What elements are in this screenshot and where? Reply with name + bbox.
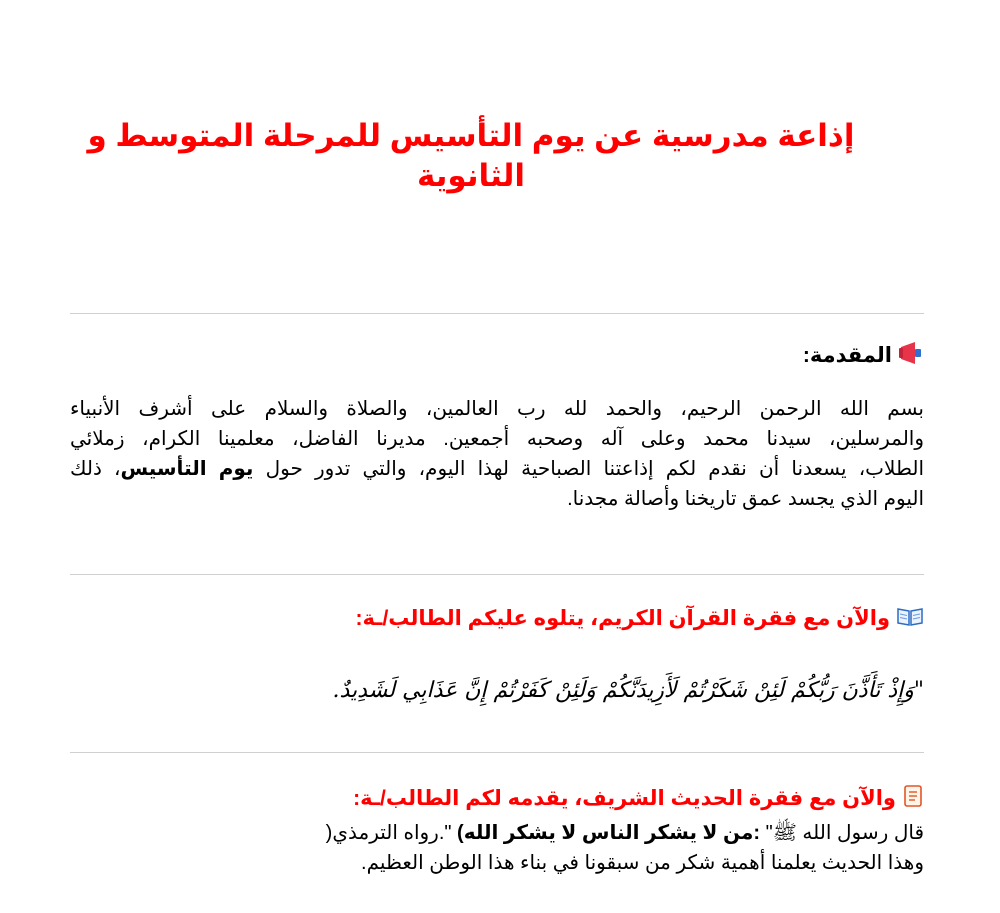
page-title: إذاعة مدرسية عن يوم التأسيس للمرحلة المتوسط و الثانوية <box>87 118 855 194</box>
hadith-heading-label: والآن مع فقرة الحديث الشريف، يقدمه لكم الطالب/ـة: <box>353 787 896 811</box>
intro-line-1: بسم الله الرحمن الرحيم، والحمد لله رب العالمين، والصلاة والسلام على أشرف الأنبياء <box>70 398 924 420</box>
quran-verse: "وَإِذْ تَأَذَّنَ رَبُّكُمْ لَئِنْ شَكَرْتُمْ لَأَزِيدَنَّكُمْ وَلَئِنْ كَفَرْتُمْ إِنَّ عَذَابِي لَشَدِيدٌ. <box>332 678 924 703</box>
intro-heading <box>70 342 924 371</box>
megaphone-icon <box>898 342 924 371</box>
hadith-source: ".رواه الترمذي( <box>325 822 458 844</box>
hadith-heading <box>70 784 924 815</box>
intro-heading-label: المقدمة: <box>802 344 892 368</box>
hadith-quote-intro: قال رسول الله ﷺ" <box>765 822 924 844</box>
hadith-paragraph <box>70 818 924 878</box>
intro-line-3 <box>70 454 924 484</box>
open-book-icon <box>896 605 924 634</box>
hadith-line-1 <box>70 818 924 848</box>
divider <box>70 752 924 753</box>
intro-line-3-end: ، ذلك <box>70 458 121 480</box>
divider <box>70 574 924 575</box>
quran-heading <box>70 605 924 634</box>
hadith-quote: :من لا يشكر الناس لا يشكر الله) <box>457 822 761 844</box>
scroll-icon <box>902 784 924 815</box>
intro-paragraph <box>70 394 924 514</box>
divider <box>70 313 924 314</box>
intro-bold-phrase: يوم التأسيس <box>120 458 254 480</box>
intro-line-2: والمرسلين، سيدنا محمد وعلى آله وصحبه أجمعين. مديرنا الفاضل، معلمينا الكرام، زملائي <box>70 428 925 450</box>
intro-line-4: اليوم الذي يجسد عمق تاريخنا وأصالة مجدنا. <box>567 488 924 510</box>
intro-line-3-start: الطلاب، يسعدنا أن نقدم لكم إذاعتنا الصباحية لهذا اليوم، والتي تدور حول <box>265 458 924 480</box>
hadith-line-2: وهذا الحديث يعلمنا أهمية شكر من سبقونا في بناء هذا الوطن العظيم. <box>361 852 924 874</box>
quran-heading-label: والآن مع فقرة القرآن الكريم، يتلوه عليكم الطالب/ـة: <box>355 607 890 631</box>
